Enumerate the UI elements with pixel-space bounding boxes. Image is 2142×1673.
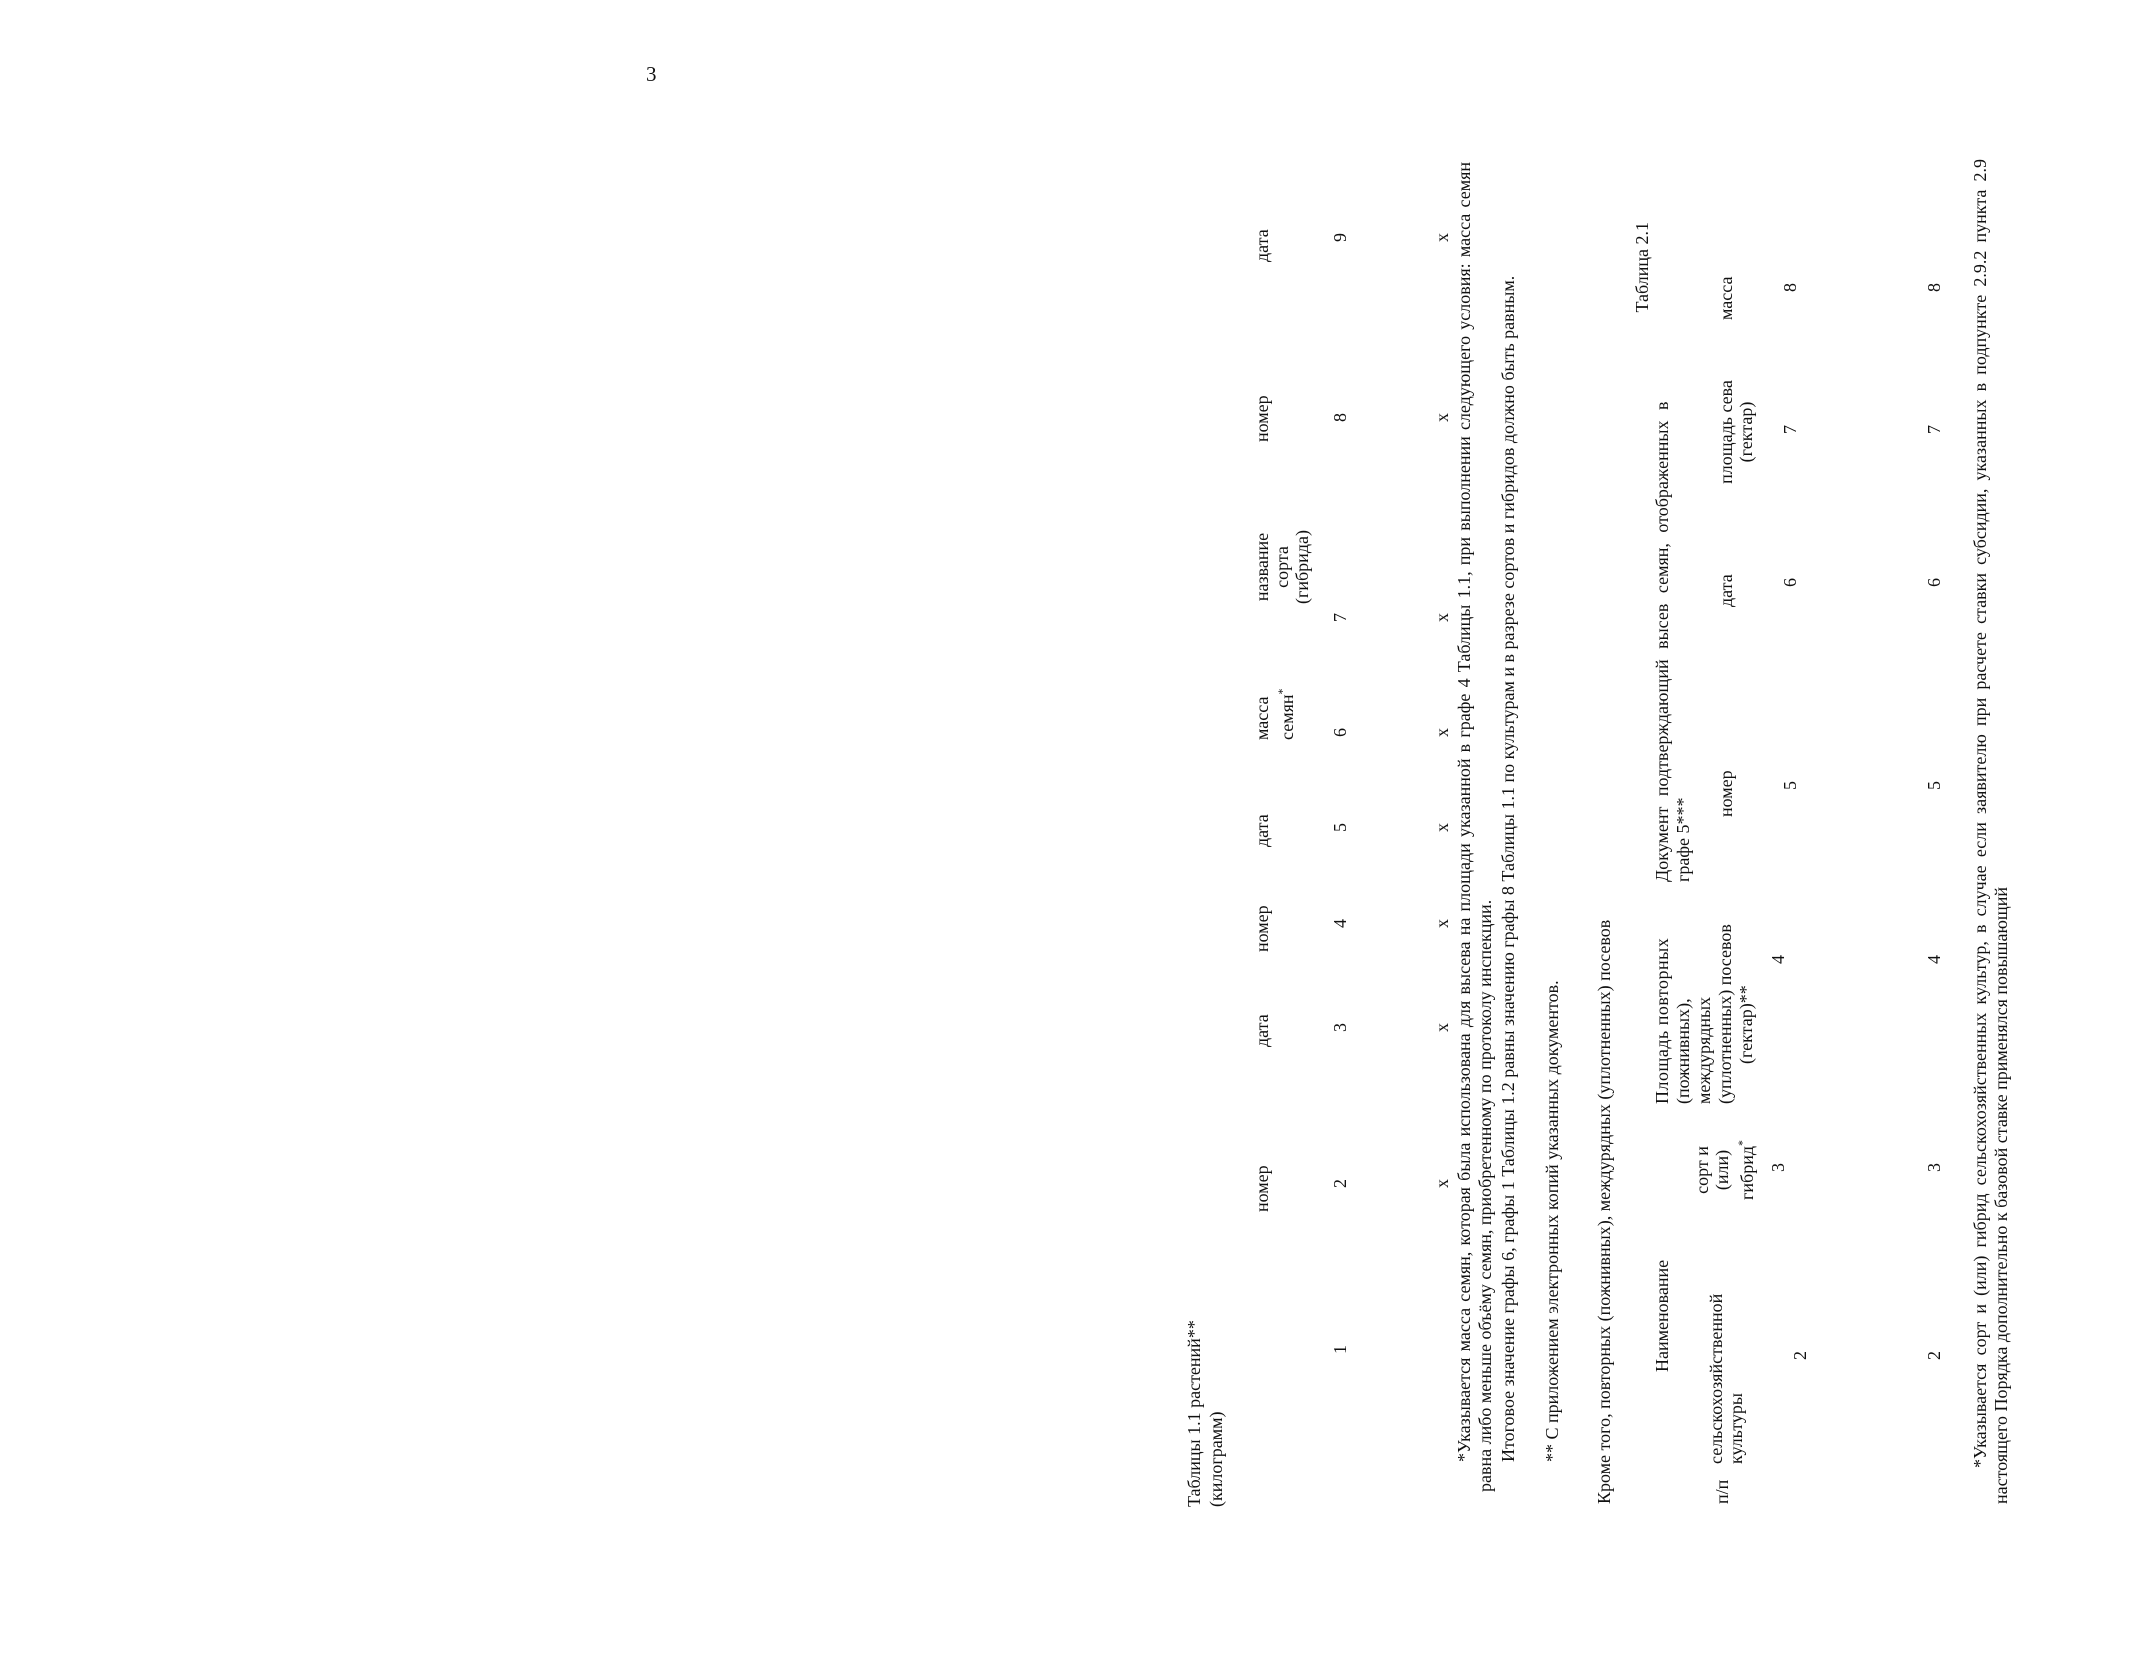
t11-row-x-2: x [1432,1023,1452,1032]
t11-row-x-3: x [1432,919,1452,928]
t21-head-sort: сорт и (или) гибрид* [1692,1140,1757,1200]
t21-head-mass: масса [1716,276,1736,320]
note-total-value: Итоговое значение графы 6, графы 1 Таблицы 1.2 равны значению графы 8 Таблицы 1.1 по культурам и в разрезе сортов и гибридов должно быть равным. [1498,275,1518,1462]
t21-r1-c6: 6 [1780,578,1800,587]
t21-r2-c5: 5 [1924,781,1944,790]
t11-row-x-5: x [1432,728,1452,737]
t11-colnum-2: 2 [1330,1179,1350,1188]
t11-colnum-7: 7 [1330,613,1350,622]
t11-head-number-2: номер [1252,905,1272,952]
t21-r2-c8: 8 [1924,283,1944,292]
table-1-1-title: Таблицы 1.1 растений** [1184,1320,1204,1507]
t21-head-sow-area: площадь сева (гектар) [1716,380,1756,484]
t21-r2-c7: 7 [1924,425,1944,434]
t11-colnum-1: 1 [1330,1345,1350,1354]
note-electronic-copies: ** С приложением электронных копий указанных документов. [1542,980,1562,1462]
t11-row-x-1: x [1432,1179,1452,1188]
page-number: 3 [646,62,657,86]
rotated-page-content [1162,142,2142,1582]
t11-colnum-5: 5 [1330,823,1350,832]
t11-head-seed-mass: масса семян* [1252,688,1297,740]
t11-colnum-4: 4 [1330,919,1350,928]
t11-head-date-1: дата [1252,1014,1272,1047]
t11-colnum-6: 6 [1330,728,1350,737]
table-1-1-unit: (килограмм) [1206,1411,1226,1507]
t21-head-num: п/п [1712,1479,1732,1504]
t21-r2-c4: 4 [1924,955,1944,964]
t11-row-x-8: x [1432,233,1452,242]
t11-colnum-8: 8 [1330,413,1350,422]
t11-head-date-2: дата [1252,814,1272,847]
t11-row-x-7: x [1432,413,1452,422]
t21-head-area: Площадь повторных (пожнивных), междурядных (уплотненных) посевов (гектар)** [1652,924,1756,1104]
t11-head-number-1: номер [1252,1165,1272,1212]
t21-r2-c2: 2 [1924,1351,1944,1360]
t11-head-date-3: дата [1252,229,1272,262]
t21-r2-c3: 3 [1924,1163,1944,1172]
note-seed-mass: *Указывается масса семян, которая была использована для высева на площади указанной в графе 4 Таблицы 1.1, при выполнении следующего условия: масса семян равна либо меньше объёму семян, приобретенному по протоколу инспекции. [1454,162,1495,1492]
t21-r1-c2: 2 [1790,1351,1810,1360]
t11-row-x-6: x [1432,613,1452,622]
section-repeat-sowings: Кроме того, повторных (пожнивных), междурядных (уплотненных) посевов [1594,919,1614,1504]
t21-head-doc-number: номер [1716,770,1736,817]
t21-r1-c3: 3 [1768,1163,1788,1172]
t21-r1-c7: 7 [1780,425,1800,434]
t21-head-doc-date: дата [1716,574,1736,607]
t21-r1-c8: 8 [1780,283,1800,292]
t21-r1-c4: 4 [1768,955,1788,964]
t21-head-document: Документ подтверждающий высев семян, отображенных в графе 5*** [1652,401,1693,882]
t11-head-number-3: номер [1252,395,1272,442]
t21-head-name: Наименование сельскохозяйственной культуры [1652,1259,1746,1464]
t11-head-variety-name: название сорта (гибрида) [1252,530,1312,604]
table-2-1-label: Таблица 2.1 [1632,222,1652,313]
t11-colnum-9: 9 [1330,233,1350,242]
t21-r2-c6: 6 [1924,578,1944,587]
t11-row-x-4: x [1432,823,1452,832]
t21-r1-c5: 5 [1780,781,1800,790]
t11-colnum-3: 3 [1330,1023,1350,1032]
note-variety-hybrid: *Указывается сорт и (или) гибрид сельскохозяйственных культур, в случае если заявителю при расчете ставки субсидии, указанных в подпункте 2.9.2 пункта 2.9 настоящего Порядка дополнительно к базовой ставке применялся повышающий [1970,159,2011,1504]
